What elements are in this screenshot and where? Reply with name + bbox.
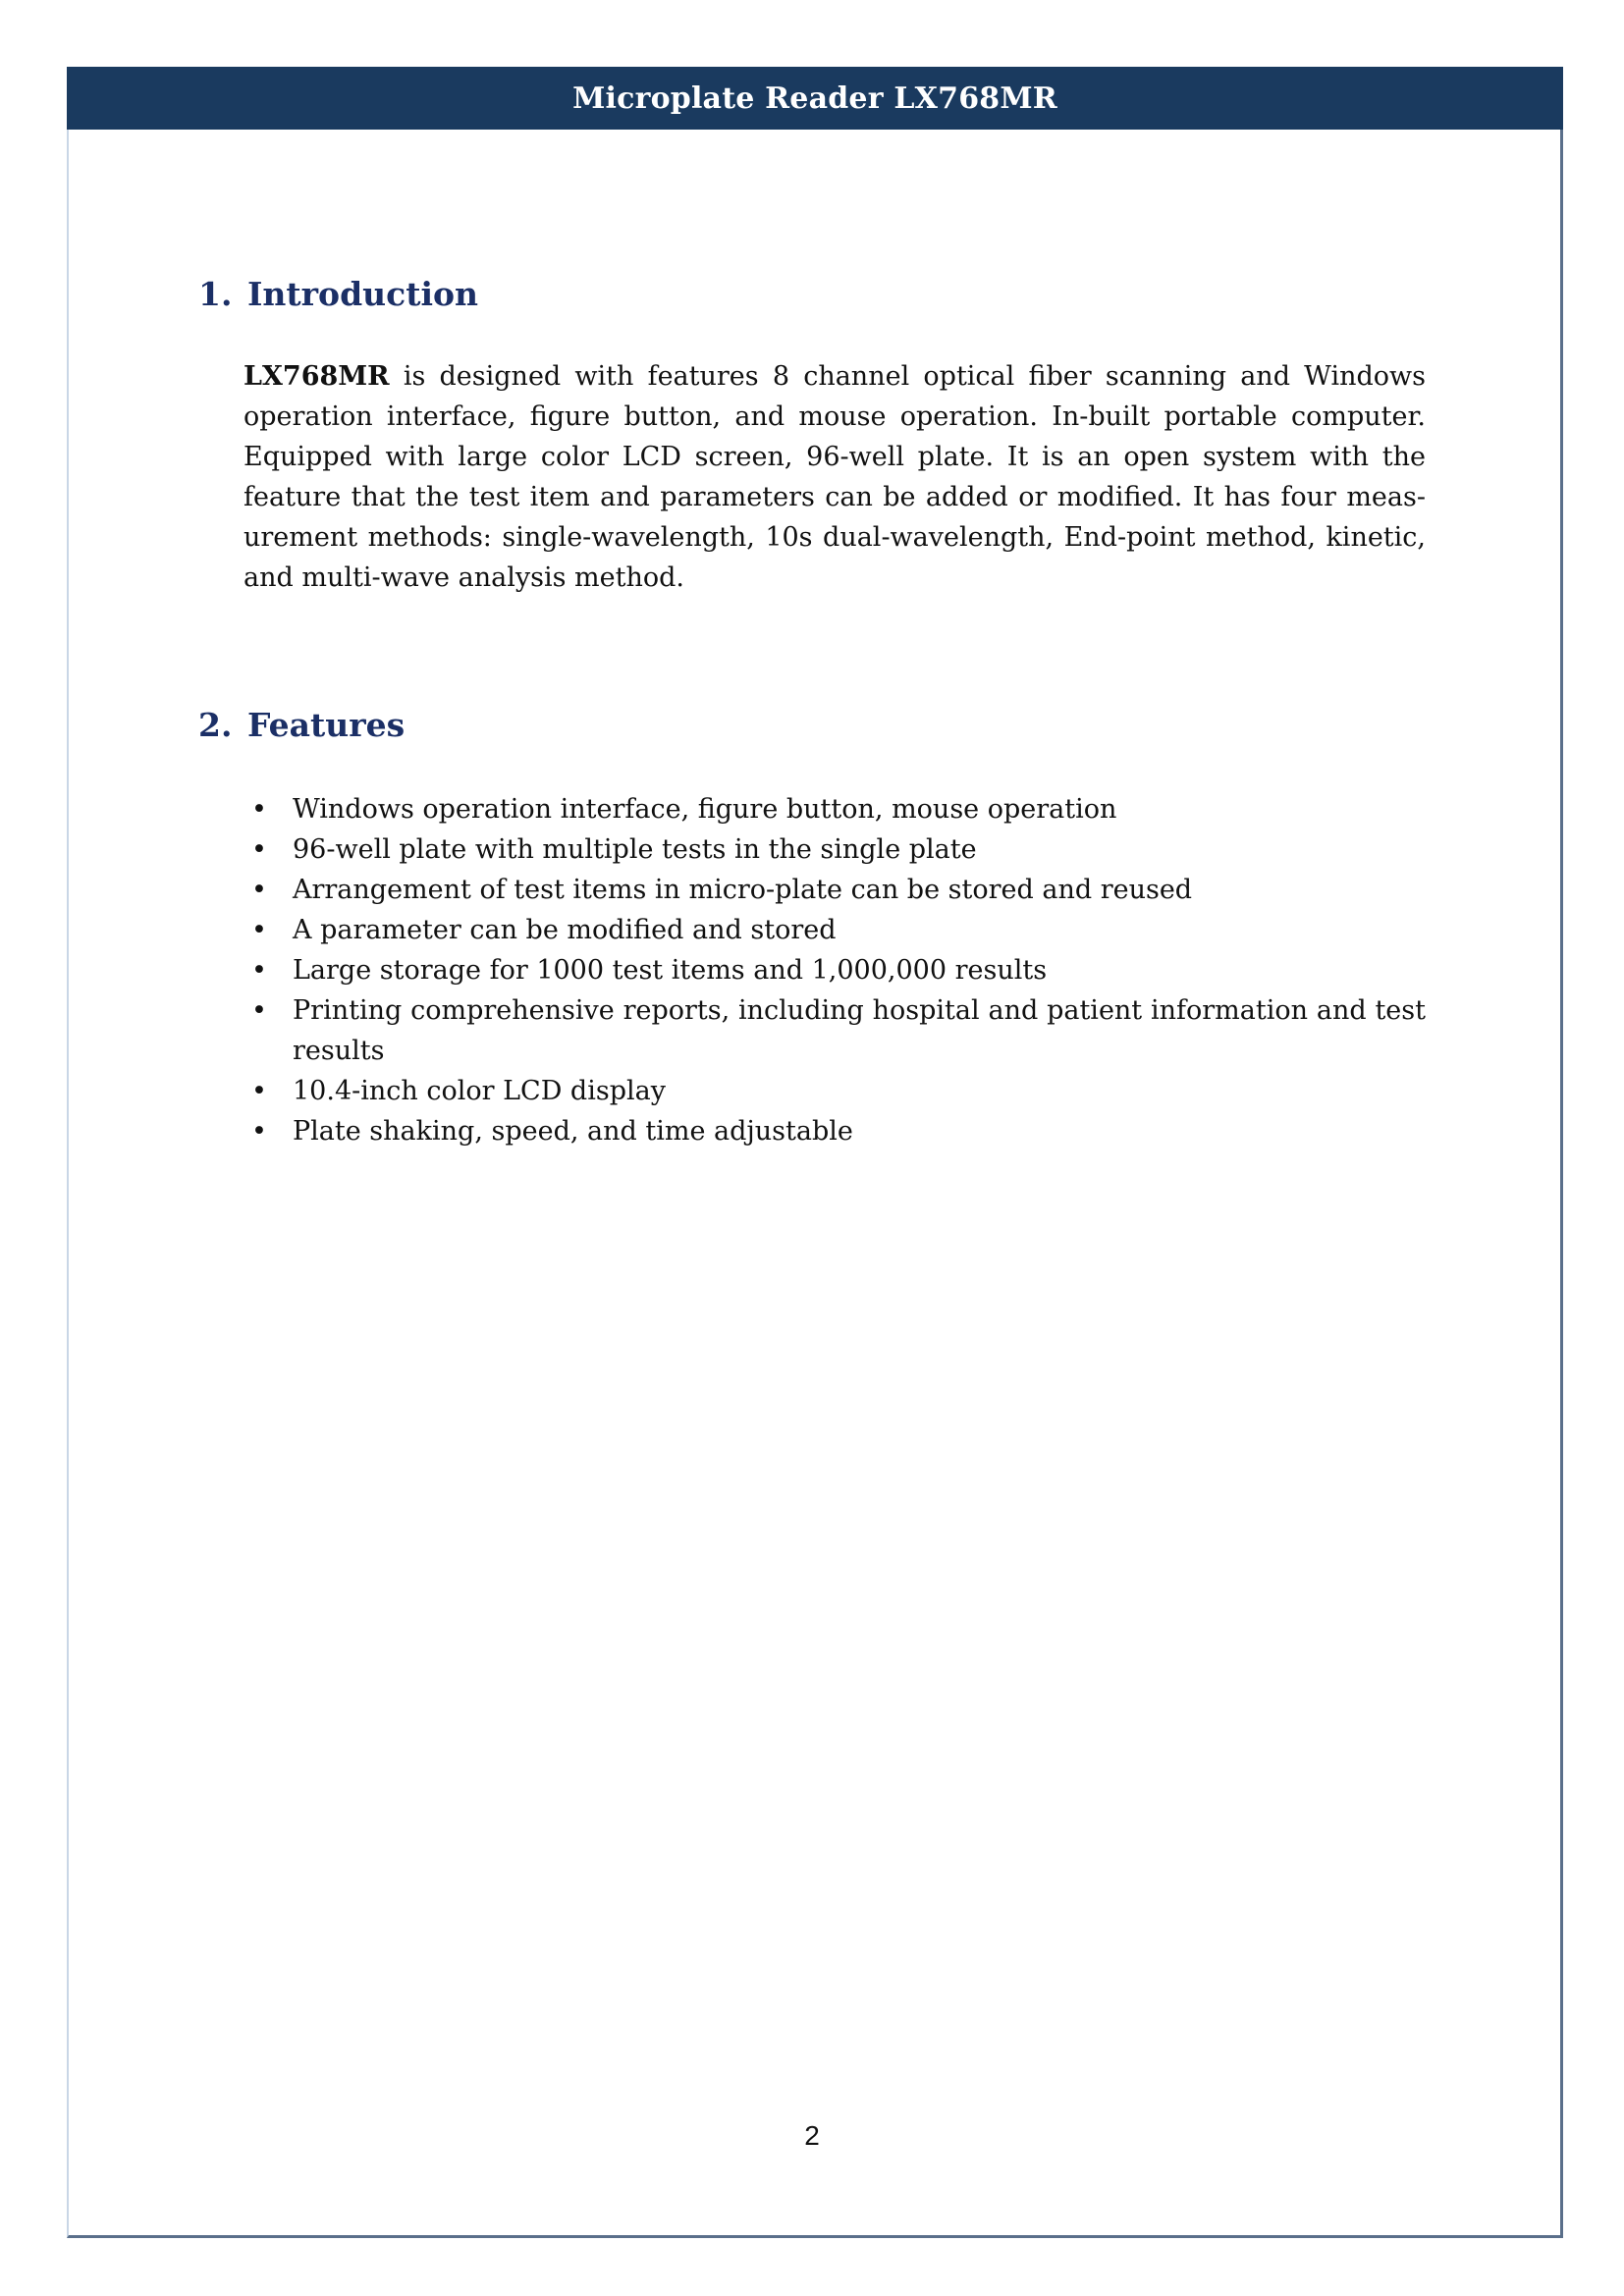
list-item: [244, 870, 1426, 910]
list-item-text: Windows operation interface, figure button, mouse operation: [293, 794, 1117, 825]
document-title: Microplate Reader LX768MR: [572, 80, 1057, 116]
list-item: [244, 990, 1426, 1071]
section-number: 1.: [198, 275, 233, 313]
features-list: [244, 789, 1426, 1151]
list-item-text: Large storage for 1000 test items and 1,000,000 results: [293, 955, 1048, 986]
list-item-text: 96-well plate with multiple tests in the single plate: [293, 834, 977, 865]
document-header-bar: [67, 67, 1563, 130]
list-item-text: A parameter can be modified and stored: [293, 915, 837, 945]
bullet-icon: •: [251, 794, 267, 825]
list-item: [244, 1111, 1426, 1151]
bullet-icon: •: [251, 834, 267, 865]
list-item: [244, 950, 1426, 990]
product-name: LX768MR: [244, 361, 390, 392]
page-number: 2: [804, 2120, 820, 2151]
bullet-icon: •: [251, 875, 267, 905]
list-item-text: Plate shaking, speed, and time adjustable: [293, 1116, 853, 1147]
introduction-paragraph: [244, 356, 1426, 598]
section-heading-features: [198, 706, 405, 744]
list-item: [244, 1071, 1426, 1111]
section-number: 2.: [198, 706, 233, 744]
bullet-icon: •: [251, 1116, 267, 1147]
list-item: [244, 789, 1426, 829]
bullet-icon: •: [251, 1076, 267, 1106]
introduction-text: is designed with features 8 channel optical fiber scanning and Windows operation interface, figure button, and mouse operation. In-built portable computer. Equipped with large color LCD screen, 96-well plate. It is an open system with the feature that the test item and parameters can be added or modified. It has four measurement methods: single-wavelength, 10s dual-wavelength, End-point method, kinetic, and multi-wave analysis method.: [244, 361, 1426, 593]
section-heading-introduction: [198, 275, 478, 313]
list-item: [244, 829, 1426, 870]
list-item: [244, 910, 1426, 950]
bullet-icon: •: [251, 915, 267, 945]
bullet-icon: •: [251, 995, 267, 1026]
section-title: Features: [247, 706, 406, 744]
section-title: Introduction: [247, 275, 479, 313]
list-item-text: 10.4-inch color LCD display: [293, 1076, 666, 1106]
list-item-text: Printing comprehensive reports, including hospital and patient information and test results: [293, 995, 1426, 1066]
list-item-text: Arrangement of test items in micro-plate can be stored and reused: [293, 875, 1193, 905]
bullet-icon: •: [251, 955, 267, 986]
